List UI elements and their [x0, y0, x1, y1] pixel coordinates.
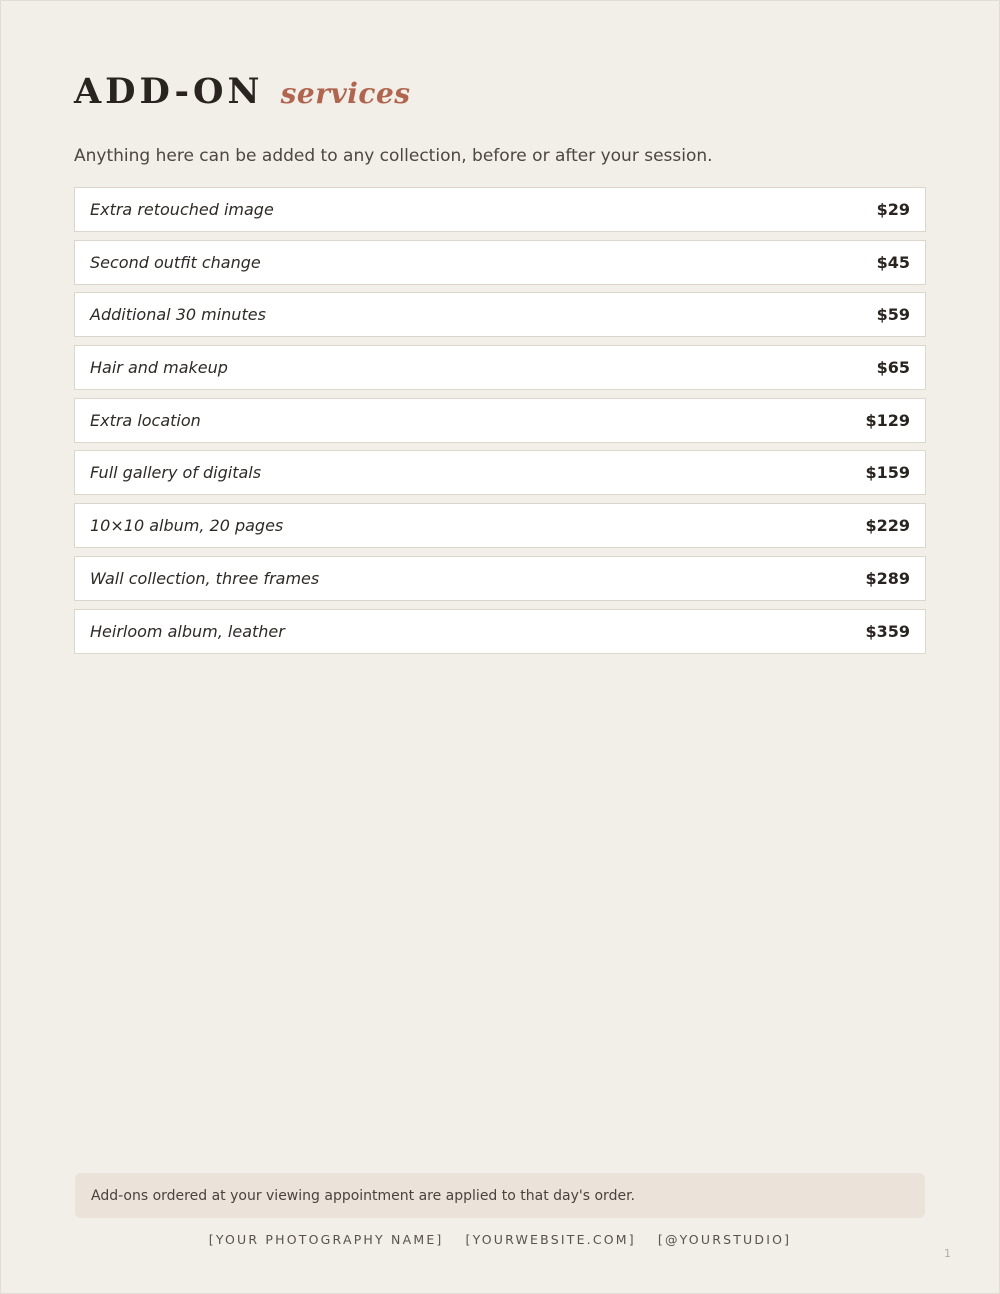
item-name: Full gallery of digitals [90, 463, 262, 483]
item-price: $229 [865, 516, 910, 536]
item-name: Additional 30 minutes [90, 305, 266, 325]
item-name: Wall collection, three frames [90, 568, 320, 588]
footer-website: [YOURWEBSITE.COM] [465, 1232, 636, 1247]
item-name: Extra retouched image [90, 200, 274, 219]
item-price: $65 [876, 358, 910, 378]
intro-text: Anything here can be added to any collection, before or after your session. [74, 146, 713, 166]
price-row [74, 240, 926, 285]
price-row [74, 345, 926, 390]
footer [0, 1232, 1000, 1247]
note-box [75, 1173, 925, 1218]
price-row [74, 398, 926, 443]
item-price: $29 [876, 200, 910, 219]
item-name: Heirloom album, leather [90, 621, 285, 641]
item-price: $45 [876, 252, 910, 272]
item-name: 10×10 album, 20 pages [90, 516, 284, 536]
price-row [74, 503, 926, 548]
item-name: Second outfit change [90, 252, 261, 272]
note-text: Add-ons ordered at your viewing appointment are applied to that day's order. [91, 1187, 635, 1204]
page-title [74, 71, 411, 112]
page-number: 1 [944, 1247, 951, 1260]
page-title-accent: services [280, 77, 411, 110]
price-list [74, 187, 926, 661]
page-title-main: ADD-ON [74, 71, 264, 112]
item-price: $359 [865, 621, 910, 641]
item-name: Hair and makeup [90, 358, 228, 378]
price-row [74, 556, 926, 601]
footer-business-name: [YOUR PHOTOGRAPHY NAME] [208, 1232, 444, 1247]
price-row [74, 450, 926, 495]
item-price: $159 [865, 463, 910, 483]
footer-social: [@YOURSTUDIO] [657, 1232, 792, 1247]
item-name: Extra location [90, 410, 201, 430]
price-row [74, 292, 926, 337]
price-row [74, 187, 926, 232]
item-price: $289 [865, 568, 910, 588]
price-row [74, 609, 926, 654]
item-price: $59 [876, 305, 910, 325]
item-price: $129 [865, 410, 910, 430]
